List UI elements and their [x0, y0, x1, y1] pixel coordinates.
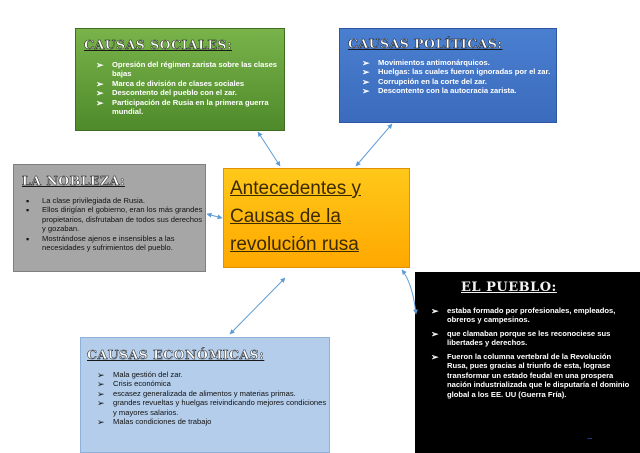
square-bullet-icon: ▪	[26, 196, 30, 206]
arrowhead-bullet-icon: ➢	[97, 388, 105, 399]
central-title-line: revolución rusa	[230, 234, 359, 255]
central-topic-box	[223, 168, 410, 268]
el-pueblo-list	[431, 306, 631, 403]
el-pueblo-title: EL PUEBLO:	[461, 280, 557, 295]
arrowhead-bullet-icon: ➢	[97, 398, 105, 409]
causas-economicas-list	[97, 370, 327, 427]
list-item: ➢ Opresión del régimen zarista sobre las clases bajas	[96, 60, 278, 79]
la-nobleza-list	[26, 196, 204, 253]
causas-economicas-title: CAUSAS ECONÓMICAS:	[87, 347, 265, 362]
central-title-line: Causas de la	[230, 206, 341, 227]
text-cursor-mark: _	[587, 430, 592, 439]
list-item: ➢ grandes revueltas y huelgas reivindicando mejores condiciones y mayores salarios.	[97, 398, 327, 417]
connector-pueblo	[402, 270, 416, 314]
connector-sociales	[258, 132, 280, 166]
list-item: ➢ Crisis económica	[97, 379, 171, 390]
la-nobleza-box	[13, 164, 206, 272]
list-item: ➢ escasez generalizada de alimentos y materias primas.	[97, 388, 296, 399]
list-item: ➢ que clamaban porque se les reconociese sus libertades y derechos.	[431, 328, 611, 348]
causas-sociales-title: CAUSAS SOCIALES:	[84, 37, 233, 52]
list-item: ➢ Descontento con la autocracia zarista.	[362, 86, 517, 97]
arrowhead-bullet-icon: ➢	[97, 379, 105, 390]
causas-economicas-box	[80, 337, 330, 453]
arrowhead-bullet-icon: ➢	[362, 76, 370, 87]
causas-politicas-box	[339, 28, 557, 123]
la-nobleza-title: LA NOBLEZA:	[22, 173, 125, 188]
list-item: ▪ La clase privilegiada de Rusia.	[26, 196, 145, 206]
connector-nobleza	[207, 214, 222, 218]
list-item: ➢ estaba formado por profesionales, empleados, obreros y campesinos.	[431, 306, 616, 325]
arrowhead-bullet-icon: ➢	[96, 60, 104, 70]
list-item: ▪ Mostrándose ajenos e insensibles a las necesidades y sufrimientos del pueblo.	[26, 233, 175, 253]
connector-economicas	[230, 278, 285, 334]
list-item: ➢ Mala gestión del zar.	[97, 370, 183, 380]
arrowhead-bullet-icon: ➢	[362, 86, 370, 97]
list-item: ➢ Fueron la columna vertebral de la Revolución Rusa, pues gracias al triunfo de esta, lograse transformar un estado feudal en una prospera nación industrializada que le disputaría el dominio global a los EE. UU (Guerra Fría).	[431, 351, 630, 399]
arrowhead-bullet-icon: ➢	[96, 97, 104, 108]
list-item: ➢ Participación de Rusia en la primera guerra mundial.	[96, 97, 269, 117]
arrowhead-bullet-icon: ➢	[431, 328, 439, 339]
arrowhead-bullet-icon: ➢	[362, 67, 370, 78]
arrowhead-bullet-icon: ➢	[362, 58, 370, 68]
list-item: ➢ Huelgas: las cuales fueron ignoradas por el zar.	[362, 67, 551, 78]
central-topic-title	[230, 175, 408, 259]
arrowhead-bullet-icon: ➢	[431, 306, 439, 316]
arrowhead-bullet-icon: ➢	[96, 78, 104, 89]
el-pueblo-box	[415, 272, 640, 453]
list-item: ➢ Marca de división de clases sociales	[96, 78, 245, 89]
arrowhead-bullet-icon: ➢	[97, 370, 105, 380]
causas-sociales-list	[96, 60, 282, 117]
square-bullet-icon: ▪	[26, 233, 30, 244]
list-item: ➢ Corrupción en la corte del zar.	[362, 76, 487, 87]
list-item: ➢ Malas condiciones de trabajo	[97, 417, 212, 428]
list-item: ➢ Movimientos antimonárquicos.	[362, 58, 490, 68]
arrowhead-bullet-icon: ➢	[96, 88, 104, 99]
central-title-line: Antecedentes y	[230, 178, 361, 199]
list-item: ➢ Descontento del pueblo con el zar.	[96, 88, 237, 99]
list-item: ▪ Ellos dirigían el gobierno, eran los más grandes propietarios, disfrutaban de todos sus derechos y gozaban.	[26, 205, 203, 234]
causas-politicas-list	[362, 58, 554, 96]
connector-politicas	[356, 124, 392, 166]
arrowhead-bullet-icon: ➢	[97, 417, 105, 428]
causas-sociales-box	[75, 28, 285, 131]
causas-politicas-title: CAUSAS POLÍTICAS:	[348, 36, 503, 51]
square-bullet-icon: ▪	[26, 205, 30, 216]
arrowhead-bullet-icon: ➢	[431, 351, 439, 362]
